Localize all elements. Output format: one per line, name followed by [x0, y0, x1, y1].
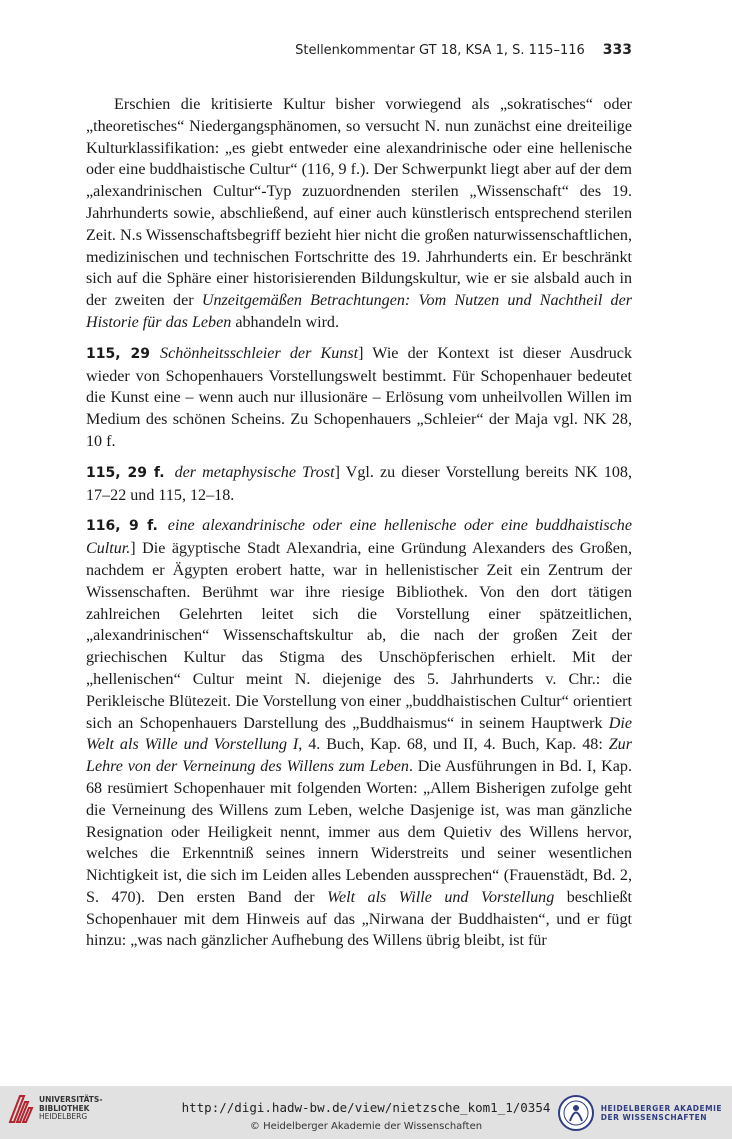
intro-work-title: Unzeitgemäßen Betrachtungen: Vom Nutzen und Nachtheil der Historie für das Leben	[86, 292, 632, 331]
academy-logo-text	[601, 1104, 722, 1122]
page-number: 333	[602, 42, 632, 58]
academy-logo-line: DER WISSENSCHAFTEN	[600, 1113, 708, 1122]
page-body	[86, 94, 632, 952]
entry-lemma: eine alexandrinische oder eine hellenische oder eine buddhaistische Cultur.	[86, 517, 632, 558]
viewer-footer	[0, 1086, 732, 1139]
entry-lemma: Schönheitsschleier der Kunst	[160, 344, 359, 362]
commentary-entry	[86, 462, 632, 507]
ub-logo-line: UNIVERSITÄTS-	[39, 1095, 103, 1105]
entry-text: , 4. Buch, Kap. 68, und II, 4. Buch, Kap. 48:	[298, 736, 609, 754]
running-title: Stellenkommentar GT 18, KSA 1, S. 115–116	[295, 43, 585, 58]
entry-work-title: Die Welt als Wille und Vorstellung I	[86, 714, 632, 754]
intro-paragraph	[86, 94, 632, 334]
commentary-entry	[86, 343, 632, 453]
running-header	[86, 42, 632, 58]
entry-text: ] Wie der Kontext ist dieser Ausdruck wieder von Schopenhauers Vorstellungswelt bestimmt. Für Schopenhauer bedeutet die Kunst eine – wenn auch nur illusionäre – Erlösung vom unheilvollen Willen im Medium des schönen Scheins. Zu Schopenhauers „Schleier“ der Maja vgl. NK 28, 10 f.	[86, 344, 632, 450]
entry-text: beschließt Schopenhauer mit dem Hinweis auf das „Nirwana der Buddhaisten“, und er fügt hinzu: „was nach gänzlicher Aufhebung des Willens übrig bleibt, ist für	[86, 888, 632, 950]
academy-seal-icon	[557, 1094, 595, 1132]
entry-work-title: Zur Lehre von der Verneinung des Willens zum Leben	[86, 736, 632, 776]
permalink-url[interactable]: http://digi.hadw-bw.de/view/nietzsche_kom1_1/0354	[181, 1100, 551, 1115]
entry-reference: 115, 29 f.	[86, 464, 165, 481]
entry-text: . Die Ausführungen in Bd. I, Kap. 68 resümiert Schopenhauer mit folgenden Worten: „Allem Bisherigen zufolge geht die Verneinung des Willens zum Leben, welche Dasjenige ist, was man gänzliche Resignation oder Heiligkeit nennt, immer aus dem Quietiv des Willens hervor, welches die Erkenntniß seines innern Widerstreits und seiner wesentlichen Nichtigkeit ist, die sich im Leiden alles Lebenden aussprechen“ (Frauenstädt, Bd. 2, S. 470). Den ersten Band der	[86, 758, 632, 906]
entry-lemma: der metaphysische Trost	[174, 463, 335, 481]
academy-logo[interactable]	[557, 1094, 722, 1132]
intro-text: Erschien die kritisierte Kultur bisher vorwiegend als „sokratisches“ oder „theoretisches“ Niedergangsphänomen, so versucht N. nun zunächst eine dreiteilige Kulturklassifikation: „es giebt entweder eine alexandrinische oder eine hellenische oder eine buddhaistische Cultur“ (116, 9 f.). Der Schwerpunkt liegt aber auf der dem „alexandrinischen Cultur“-Typ zuzuordnenden sterilen „Wissenschaft“ des 19. Jahrhunderts sowie, abschließend, auf einer auch künstlerisch entsprechend sterilen Zeit. N.s Wissenschaftsbegriff bezieht hier nicht die großen naturwissenschaftlichen, medizinischen und technischen Fortschritte des 19. Jahrhunderts ein. Er beschränkt sich auf die Sphäre einer historisierenden Bildungskultur, wie er sie alsbald auch in der zweiten der	[86, 96, 632, 310]
intro-text-end: abhandeln wird.	[231, 313, 340, 331]
entry-reference: 116, 9 f.	[86, 518, 158, 535]
entry-text: ] Die ägyptische Stadt Alexandria, eine Gründung Alexanders des Großen, nachdem er Ägypten erobert hatte, war in hellenistischer Zeit ein Zentrum der Wissenschaften. Berühmt war ihre riesige Bibliothek. Von den dort tätigen zahlreichen Gelehrten leitet sich die Vorstellung einer spätzeitlichen, „alexandrinischen“ Wissenschaftskultur ab, die nach der großen Zeit der griechischen Kultur das Stigma des Unschöpferischen erhielt. Mit der „hellenischen“ Cultur meint N. diejenige des 5. Jahrhunderts v. Chr.: die Perikleische Blütezeit. Die Vorstellung von einer „buddhaistischen Cultur“ orientiert sich an Schopenhauers Darstellung des „Buddhaismus“ in seinem Hauptwerk	[86, 540, 632, 732]
academy-logo-line: HEIDELBERGER AKADEMIE	[600, 1104, 722, 1113]
entry-text: ] Vgl. zu dieser Vorstellung bereits NK 108, 17–22 und 115, 12–18.	[86, 463, 632, 504]
copyright-notice: © Heidelberger Akademie der Wissenschaften	[249, 1121, 483, 1132]
entry-work-title: Welt als Wille und Vorstellung	[327, 888, 555, 906]
commentary-entry	[86, 515, 632, 952]
ub-logo-line: BIBLIOTHEK	[39, 1103, 90, 1113]
ub-logo-line: HEIDELBERG	[39, 1112, 88, 1122]
entry-reference: 115, 29	[86, 345, 151, 362]
